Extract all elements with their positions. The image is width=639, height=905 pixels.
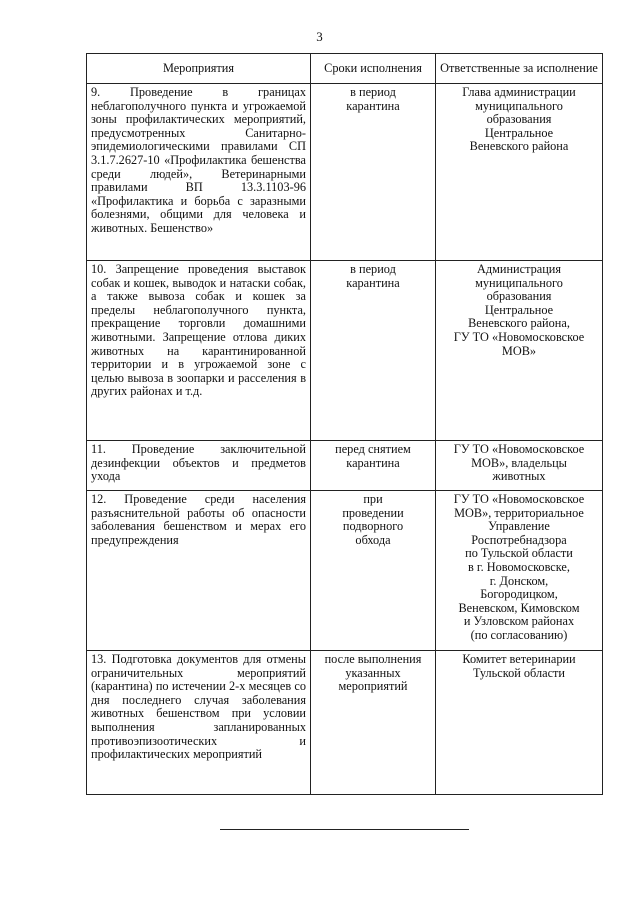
measure-cell: 9. Проведение в границах неблагополучного пункта и угрожаемой зоны профилактических мероприятий, предусмотренных Санитарно-эпидемиологическими правилами СП 3.1.7.2627-10 «Профилактика бешенства среди людей», Ветеринарными правилами ВП 13.3.1103-96 «Профилактика и борьба с заразными болезнями, общими для человека и животных. Бешенство»: [87, 84, 311, 261]
table-row: [87, 84, 603, 261]
measures-table: [86, 53, 603, 795]
table-row: [87, 651, 603, 795]
term-cell: после выполнения указанных мероприятий: [311, 651, 436, 795]
table-row: [87, 261, 603, 441]
page-number: 3: [316, 29, 323, 44]
term-cell: при проведении подворного обхода: [311, 491, 436, 651]
term-cell: перед снятием карантина: [311, 441, 436, 491]
table-row: [87, 491, 603, 651]
responsible-cell: Комитет ветеринарии Тульской области: [436, 651, 603, 795]
term-cell: в период карантина: [311, 84, 436, 261]
term-cell: в период карантина: [311, 261, 436, 441]
measure-cell: 10. Запрещение проведения выставок собак и кошек, выводок и натаски собак, а также вывоза собак и кошек за пределы неблагополучного пункта, прекращение торговли домашними животными. Запрещение отлова диких животных на карантинированной территории и в угрожаемой зоне с целью вывоза в зоопарки и расселения в других районах и т.д.: [87, 261, 311, 441]
measure-cell: 12. Проведение среди населения разъяснительной работы об опасности заболевания бешенством и мерах его предупреждения: [87, 491, 311, 651]
header-deadlines: Сроки исполнения: [311, 54, 436, 84]
header-measures: Мероприятия: [87, 54, 311, 84]
footer-divider: [220, 829, 469, 830]
responsible-cell: ГУ ТО «Новомосковское МОВ», владельцы животных: [436, 441, 603, 491]
responsible-cell: ГУ ТО «Новомосковское МОВ», территориальное Управление Роспотребнадзора по Тульской области в г. Новомосковске, г. Донском, Богородицком, Веневском, Кимовском и Узловском районах (по согласованию): [436, 491, 603, 651]
header-responsible: Ответственные за исполнение: [436, 54, 603, 84]
measure-cell: 11. Проведение заключительной дезинфекции объектов и предметов ухода: [87, 441, 311, 491]
table-header-row: [87, 54, 603, 84]
responsible-cell: Глава администрации муниципального образования Центральное Веневского района: [436, 84, 603, 261]
table-row: [87, 441, 603, 491]
measure-cell: 13. Подготовка документов для отмены ограничительных мероприятий (карантина) по истечении 2-х месяцев со дня последнего случая заболевания животных бешенством при условии выполнения запланированных противоэпизоотических и профилактических мероприятий: [87, 651, 311, 795]
responsible-cell: Администрация муниципального образования Центральное Веневского района, ГУ ТО «Новомосковское МОВ»: [436, 261, 603, 441]
